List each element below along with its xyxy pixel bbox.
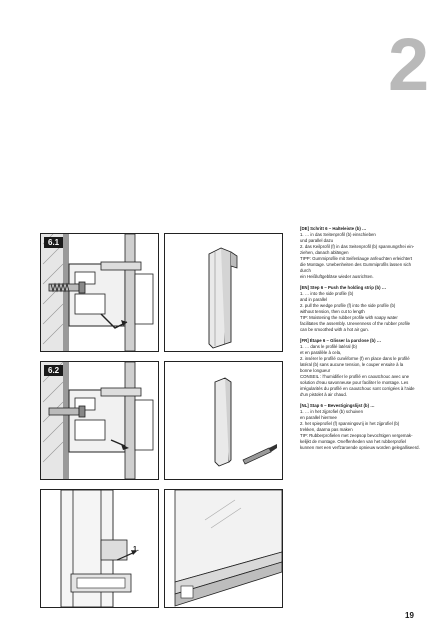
- wedge-profile-drawing: [165, 362, 282, 479]
- step-6-3-perspective-illustration: [164, 489, 283, 608]
- tip-line: kunnen met een verfzaroende opnieuw worden gelegalliseerd.: [300, 445, 420, 450]
- step-6-1-profile-illustration: [164, 233, 283, 352]
- instruction-line: trekken, daarna pas maken: [300, 427, 353, 432]
- tip-line: solution d'eau savonneuse pour faciliter le montage. Les: [300, 380, 409, 385]
- frame-drawing: [41, 490, 158, 607]
- step-badge: 6.1: [44, 237, 63, 248]
- instruction-line: et en parallèle à cela,: [300, 350, 342, 355]
- instruction-line: latéral (b) sans aucune tension, le couper ensuite à la: [300, 362, 404, 367]
- tip-line: TIPP: Gummiprofile mit Seifenlauge anfeuchten erleichtert: [300, 256, 413, 261]
- instruction-line: bonne longueur: [300, 368, 331, 373]
- instruction-line: und parallel dazu: [300, 238, 334, 243]
- instruction-line: 2. het spieprofiel (f) spanningsvrij in het zijprofiel (b): [300, 421, 400, 426]
- instructions-fr: [300, 338, 422, 398]
- instruction-line: 1. … in das Seitenprofil (b) einschieben: [300, 232, 376, 237]
- callout-label: 1.: [133, 546, 139, 553]
- section-heading: [DE] Schritt 6 – Halteleiste (b) …: [300, 226, 367, 231]
- instructions-de: [300, 226, 422, 280]
- profile-drawing: [165, 234, 282, 351]
- tip-line: kelijkt de montage. Oneffenheden van het rubberprofiel: [300, 439, 406, 444]
- instruction-line: 2. pull the wedge profile (f) into the side profile (b): [300, 303, 396, 308]
- cutter-icon: [243, 444, 277, 464]
- step-6-3-frame-illustration: [40, 489, 159, 608]
- tip-line: facilitates the assembly. Unevenness of the rubber profile: [300, 321, 411, 326]
- step-6-2-profile-illustration: [164, 361, 283, 480]
- instruction-line: 2. das Keilprofil (f) in das Seitenprofil (b) spannungsfrei ein-: [300, 244, 415, 249]
- step-6-2-section-illustration: [40, 361, 159, 480]
- section-heading: [NL] Stap 6 – Bevestigingslijst (b) …: [300, 403, 375, 408]
- instructions-en: [300, 285, 422, 333]
- glass-perspective-drawing: [165, 490, 282, 607]
- tip-line: CONSEIL : l'humidifier le profilé en caoutchouc avec une: [300, 374, 410, 379]
- step-badge: 6.2: [44, 365, 63, 376]
- instruction-text-column: [300, 226, 422, 456]
- instruction-line: and in parallel: [300, 297, 328, 302]
- tip-line: ein Heißluftgebläse wieder ausrichten.: [300, 274, 374, 279]
- section-heading: [EN] Step 6 – Push the holding strip (b) …: [300, 285, 387, 290]
- instruction-line: 2. insérer le profilé cunéiforme (f) en place dans le profilé: [300, 356, 410, 361]
- step-6-1-section-illustration: [40, 233, 159, 352]
- section-heading: [FR] Étape 6 – Glisser la parclose (b) …: [300, 338, 382, 343]
- instruction-line: 1. … into the side profile (b): [300, 291, 354, 296]
- tip-line: TIP: Rubberprofielen met zeepsop bevochtigen vergemak-: [300, 433, 413, 438]
- chapter-number: 2: [388, 23, 430, 106]
- section-drawing: [41, 362, 158, 479]
- instruction-line: 1. … in het zijprofiel (b) schuiven: [300, 409, 364, 414]
- tip-line: can be smoothed with a hot air gun.: [300, 327, 369, 332]
- instruction-line: 1. … dans le profilé latéral (b): [300, 344, 357, 349]
- page-number: 19: [405, 611, 414, 620]
- instruction-line: without tension, then cut to length: [300, 309, 365, 314]
- instruction-line: ziehen, danach ablängen: [300, 250, 349, 255]
- section-drawing: [41, 234, 158, 351]
- instructions-nl: [300, 403, 422, 451]
- instruction-line: en parallel hiermee: [300, 415, 337, 420]
- tip-line: irrégularités du profilé en caoutchouc sont corrigées à l'aide: [300, 386, 415, 391]
- tip-line: die Montage. Unebenheiten des Gummiprofils lassen sich durch: [300, 262, 412, 273]
- tip-line: d'un pistolet à air chaud.: [300, 392, 347, 397]
- tip-line: TIP: Moistening the rubber profile with soapy water: [300, 315, 398, 320]
